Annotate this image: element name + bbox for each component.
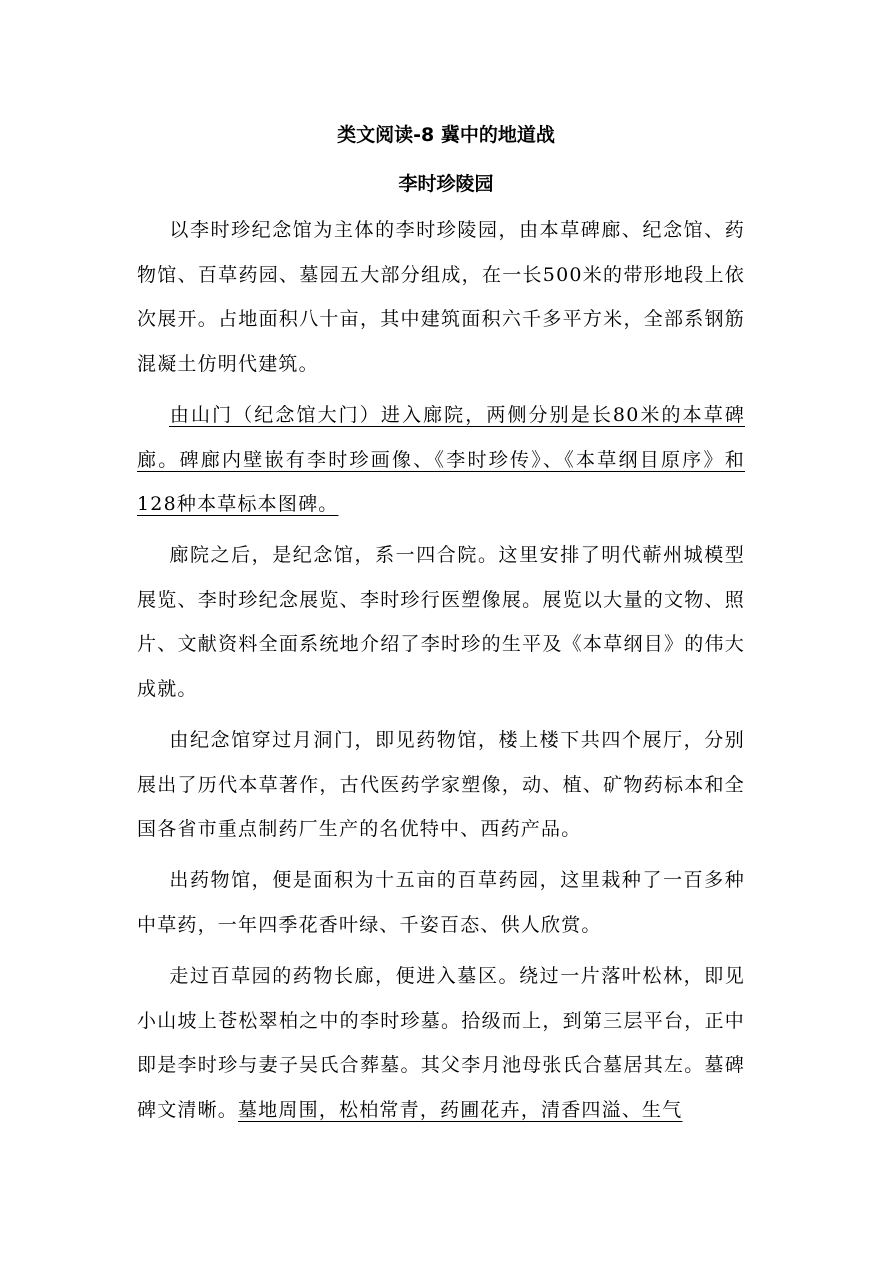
paragraph-6-underlined-text: 墓地周围，松柏常青，药圃花卉，清香四溢、生气: [238, 1098, 683, 1121]
paragraph-6-text: 走过百草园的药物长廊，便进入墓区。绕过一片落叶松林，即见小山坡上苍松翠柏之中的李时珍墓。拾级而上，到第三层平台，正中即是李时珍与妻子吴氏合葬墓。其父李月池母张氏合墓居其左。墓碑碑文清晰。: [137, 965, 745, 1121]
paragraph-5: [137, 858, 745, 947]
paragraph-4-text: 由纪念馆穿过月洞门，即见药物馆，楼上楼下共四个展厅，分别展出了历代本草著作，古代医药学家塑像，动、植、矿物药标本和全国各省市重点制药厂生产的名优特中、西药产品。: [137, 729, 745, 840]
paragraph-1-text: 以李时珍纪念馆为主体的李时珍陵园，由本草碑廊、纪念馆、药物馆、百草药园、墓园五大部分组成，在一长500米的带形地段上依次展开。占地面积八十亩，其中建筑面积六千多平方米，全部系钢筋混凝土仿明代建筑。: [137, 219, 745, 375]
paragraph-4: [137, 718, 745, 852]
article-title: 李时珍陵园: [398, 173, 494, 195]
paragraph-6: [137, 954, 745, 1132]
paragraph-5-text: 出药物馆，便是面积为十五亩的百草药园，这里栽种了一百多种中草药，一年四季花香叶绿、千姿百态、供人欣赏。: [137, 869, 745, 936]
paragraph-3-text: 廊院之后，是纪念馆，系一四合院。这里安排了明代蕲州城模型展览、李时珍纪念展览、李时珍行医塑像展。展览以大量的文物、照片、文献资料全面系统地介绍了李时珍的生平及《本草纲目》的伟大成就。: [137, 544, 745, 700]
paragraph-2-text: 由山门（纪念馆大门）进入廊院，两侧分别是长80米的本草碑廊。碑廊内壁嵌有李时珍画像、《李时珍传》、《本草纲目原序》和128种本草标本图碑。: [137, 404, 745, 515]
paragraph-1: [137, 208, 745, 386]
paragraph-3: [137, 533, 745, 711]
paragraph-2: [137, 393, 745, 527]
document-title: 类文阅读-8 冀中的地道战: [337, 124, 555, 146]
